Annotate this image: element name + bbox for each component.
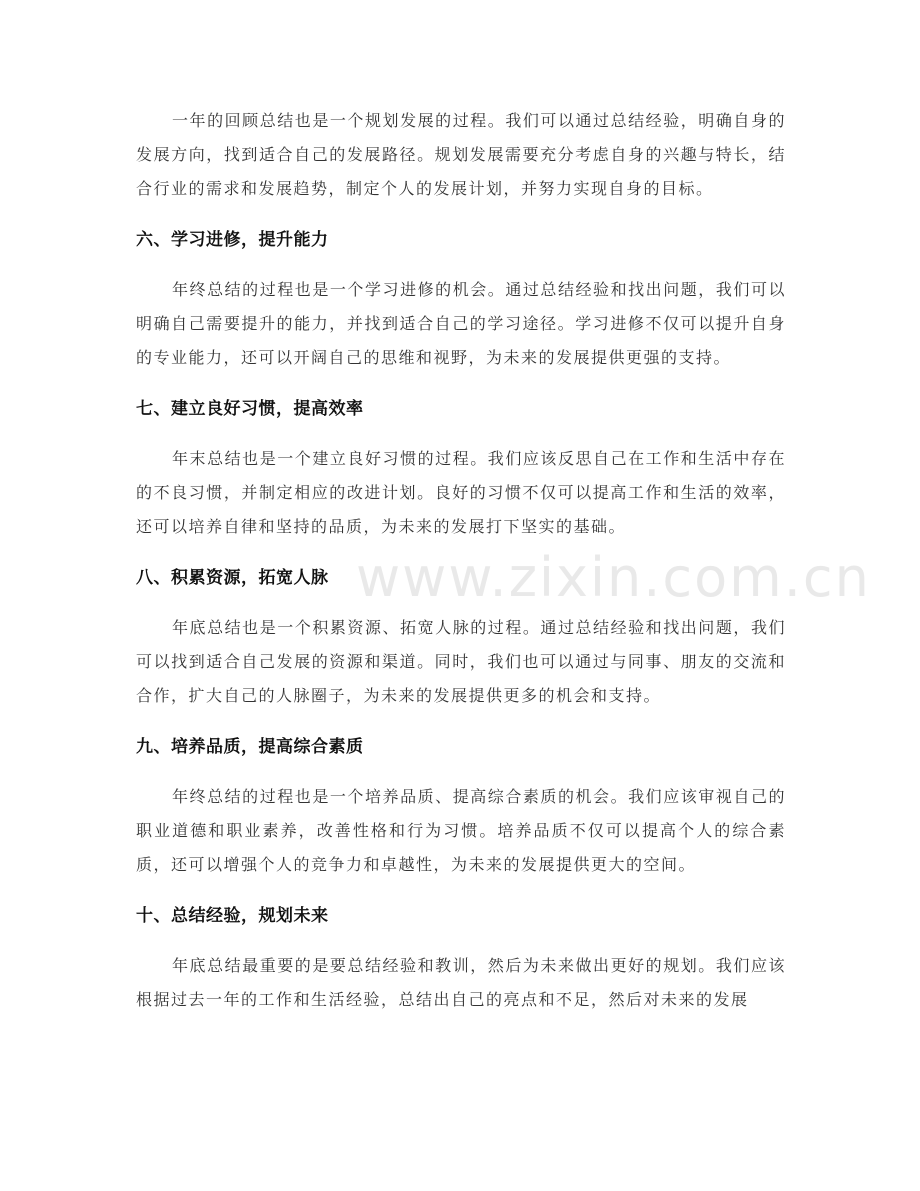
- section-heading-8: 八、积累资源，拓宽人脉: [136, 568, 329, 588]
- document-body: [136, 104, 786, 1017]
- paragraph-section-7: 年末总结也是一个建立良好习惯的过程。我们应该反思自己在工作和生活中存在的不良习惯，并制定相应的改进计划。良好的习惯不仅可以提高工作和生活的效率，还可以培养自律和坚持的品质，为未来的发展打下坚实的基础。: [136, 449, 786, 536]
- paragraph-section-9: 年终总结的过程也是一个培养品质、提高综合素质的机会。我们应该审视自己的职业道德和职业素养，改善性格和行为习惯。培养品质不仅可以提高个人的综合素质，还可以增强个人的竞争力和卓越性，为未来的发展提供更大的空间。: [136, 787, 786, 874]
- paragraph-section-8: 年底总结也是一个积累资源、拓宽人脉的过程。通过总结经验和找出问题，我们可以找到适合自己发展的资源和渠道。同时，我们也可以通过与同事、朋友的交流和合作，扩大自己的人脉圈子，为未来的发展提供更多的机会和支持。: [136, 618, 786, 705]
- section-heading-6: 六、学习进修，提升能力: [136, 230, 329, 250]
- section-heading-9: 九、培养品质，提高综合素质: [136, 737, 364, 757]
- watermark: www.zixin.com.cn: [356, 546, 871, 609]
- section-heading-10: 十、总结经验，规划未来: [136, 906, 329, 926]
- paragraph-section-10: 年底总结最重要的是要总结经验和教训，然后为未来做出更好的规划。我们应该根据过去一年的工作和生活经验，总结出自己的亮点和不足，然后对未来的发展: [136, 956, 786, 1009]
- paragraph-intro: 一年的回顾总结也是一个规划发展的过程。我们可以通过总结经验，明确自身的发展方向，找到适合自己的发展路径。规划发展需要充分考虑自身的兴趣与特长，结合行业的需求和发展趋势，制定个人的发展计划，并努力实现自身的目标。: [136, 111, 786, 198]
- section-heading-7: 七、建立良好习惯，提高效率: [136, 399, 364, 419]
- paragraph-section-6: 年终总结的过程也是一个学习进修的机会。通过总结经验和找出问题，我们可以明确自己需要提升的能力，并找到适合自己的学习途径。学习进修不仅可以提升自身的专业能力，还可以开阔自己的思维和视野，为未来的发展提供更强的支持。: [136, 280, 786, 367]
